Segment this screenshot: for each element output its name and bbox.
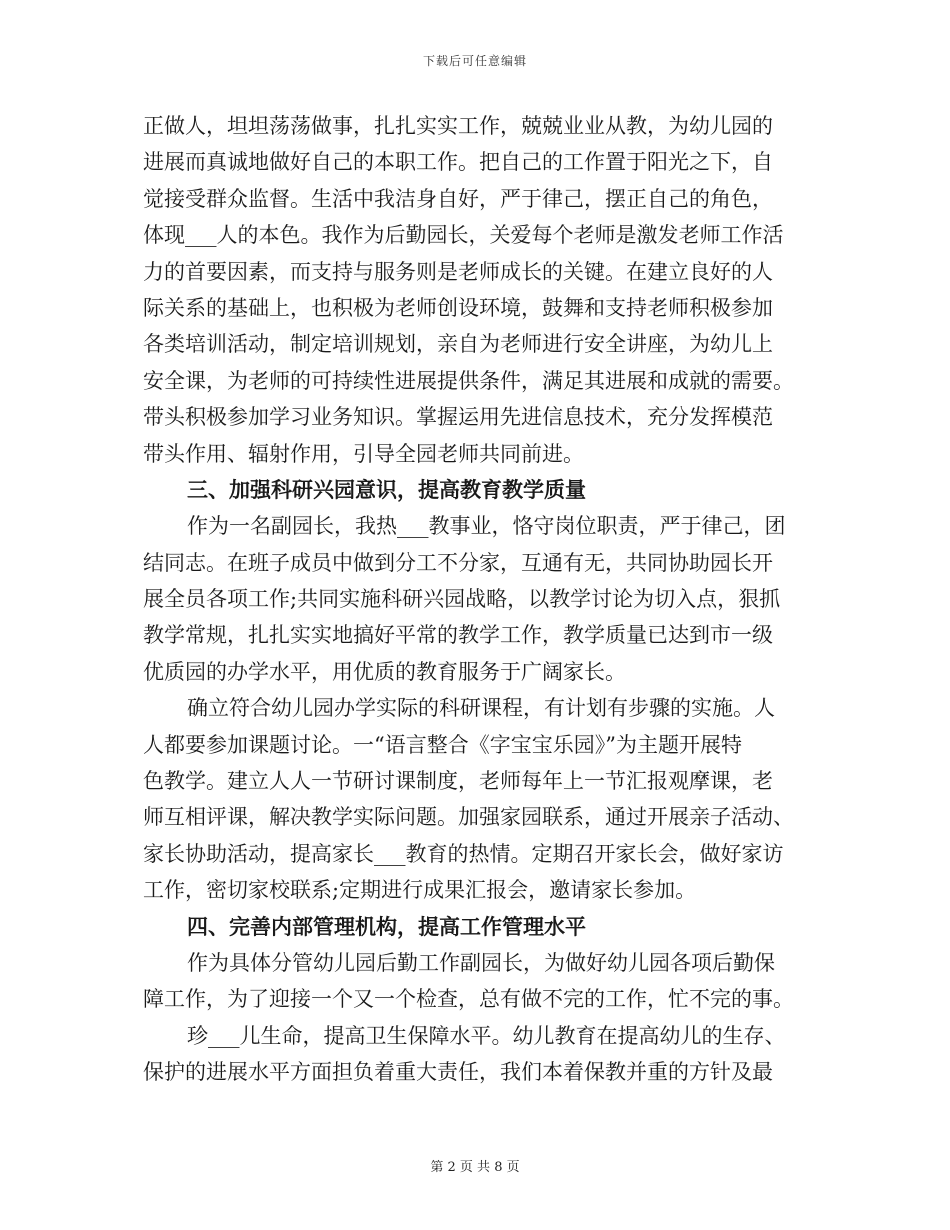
body-text-line: 带头积极参加学习业务知识。掌握运用先进信息技术，充分发挥模范 [143, 405, 773, 430]
body-text-line: 作为一名副园长，我热___教事业，恪守岗位职责，严于律己，团 [187, 514, 786, 539]
body-text-line: 展全员各项工作;共同实施科研兴园战略，以教学讨论为切入点，狠抓 [143, 587, 781, 612]
section-heading: 四、完善内部管理机构，提高工作管理水平 [187, 913, 586, 939]
body-text-line: 结同志。在班子成员中做到分工不分家，互通有无，共同协助园长开 [143, 550, 773, 575]
section-heading: 三、加强科研兴园意识，提高教育教学质量 [187, 476, 586, 502]
body-text-line: 师互相评课，解决教学实际问题。加强家园联系，通过开展亲子活动、 [143, 805, 794, 830]
body-text-line: 工作，密切家校联系;定期进行成果汇报会，邀请家长参加。 [143, 878, 697, 903]
body-text-line: 教学常规，扎扎实实地搞好平常的教学工作，教学质量已达到市一级 [143, 623, 773, 648]
body-text-line: 人都要参加课题讨论。一“语言整合《字宝宝乐园》”为主题开展特 [143, 732, 742, 757]
body-text-line: 色教学。建立人人一节研讨课制度，老师每年上一节汇报观摩课，老 [143, 769, 773, 794]
body-text-line: 力的首要因素，而支持与服务则是老师成长的关键。在建立良好的人 [143, 259, 773, 284]
body-text-line: 优质园的办学水平，用优质的教育服务于广阔家长。 [143, 659, 626, 684]
body-text-line: 确立符合幼儿园办学实际的科研课程，有计划有步骤的实施。人 [187, 696, 775, 721]
body-text-line: 作为具体分管幼儿园后勤工作副园长，为做好幼儿园各项后勤保 [187, 950, 775, 975]
document-body [143, 108, 809, 1091]
body-text-line: 体现___人的本色。我作为后勤园长，关爱每个老师是激发老师工作活 [143, 223, 784, 248]
body-text-line: 际关系的基础上，也积极为老师创设环境，鼓舞和支持老师积极参加 [143, 295, 773, 320]
body-text-line: 觉接受群众监督。生活中我洁身自好，严于律己，摆正自己的角色， [143, 186, 773, 211]
body-text-line: 保护的进展水平方面担负着重大责任，我们本着保教并重的方针及最 [143, 1060, 773, 1085]
body-text-line: 正做人，坦坦荡荡做事，扎扎实实工作，兢兢业业从教，为幼儿园的 [143, 114, 773, 138]
page-header: 下载后可任意编辑 [422, 54, 527, 68]
body-text-line: 带头作用、辐射作用，引导全园老师共同前进。 [143, 441, 584, 466]
body-text-line: 家长协助活动，提高家长___教育的热情。定期召开家长会，做好家访 [143, 841, 784, 866]
body-text-line: 障工作，为了迎接一个又一个检查，总有做不完的工作，忙不完的事。 [143, 987, 794, 1012]
body-text-line: 各类培训活动，制定培训规划，亲自为老师进行安全讲座，为幼儿上 [143, 332, 773, 357]
body-text-line: 安全课，为老师的可持续性进展提供条件，满足其进展和成就的需要。 [143, 368, 794, 393]
body-text-line: 进展而真诚地做好自己的本职工作。把自己的工作置于阳光之下，自 [143, 150, 773, 175]
body-text-line: 珍___儿生命，提高卫生保障水平。幼儿教育在提高幼儿的生存、 [187, 1023, 786, 1048]
page-footer: 第 2 页 共 8 页 [430, 1160, 520, 1175]
